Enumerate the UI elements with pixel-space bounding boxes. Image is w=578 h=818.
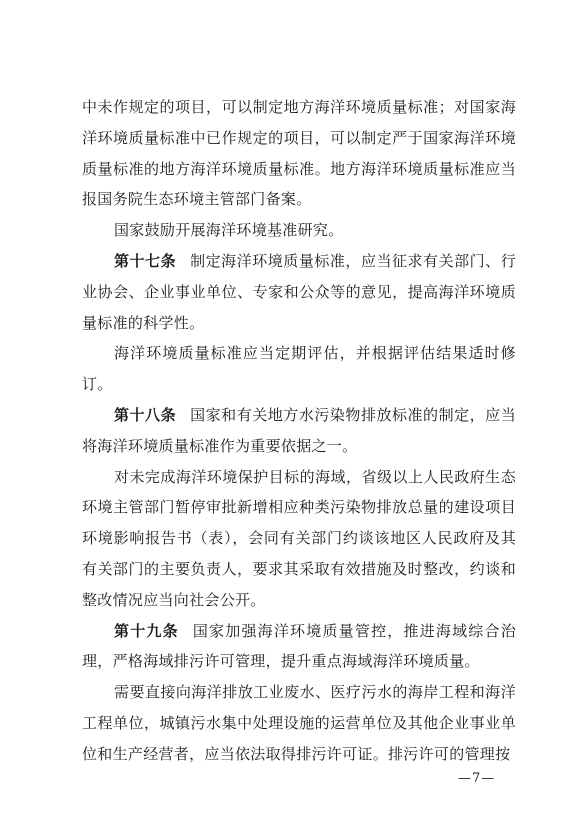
paragraph-8: [82, 677, 516, 769]
paragraph-text: 国家鼓励开展海洋环境基准研究。: [114, 221, 344, 240]
paragraph-text: 海洋环境质量标准应当定期评估，并根据评估结果适时修订。: [82, 344, 516, 394]
article-number: 第十九条: [114, 621, 179, 640]
paragraph-text: 需要直接向海洋排放工业废水、医疗污水的海岸工程和海洋工程单位，城镇污水集中处理设施的运营单位及其他企业事业单位和生产经营者，应当依法取得排污许可证。排污许可的管理按: [82, 683, 516, 763]
paragraph-text: 对未完成海洋环境保护目标的海域，省级以上人民政府生态环境主管部门暂停审批新增相应种类污染物排放总量的建设项目环境影响报告书（表），会同有关部门约谈该地区人民政府及其有关部门的主要负责人，要求其采取有效措施及时整改，约谈和整改情况应当向社会公开。: [82, 467, 516, 609]
article-number: 第十八条: [114, 405, 177, 424]
paragraph-6: [82, 462, 516, 616]
paragraph-article-19: [82, 616, 516, 678]
paragraph-article-17: [82, 246, 516, 338]
paragraph-1: [82, 92, 516, 215]
paragraph-text: 国家加强海洋环境质量管控，推进海域综合治理，严格海域排污许可管理，提升重点海域海洋环境质量。: [82, 621, 516, 671]
page-number: —7—: [458, 771, 496, 786]
document-body: [82, 92, 516, 770]
paragraph-text: 制定海洋环境质量标准，应当征求有关部门、行业协会、企业事业单位、专家和公众等的意见，提高海洋环境质量标准的科学性。: [82, 251, 516, 332]
paragraph-2: [82, 215, 516, 246]
paragraph-text: 中未作规定的项目，可以制定地方海洋环境质量标准；对国家海洋环境质量标准中已作规定的项目，可以制定严于国家海洋环境质量标准的地方海洋环境质量标准。地方海洋环境质量标准应当报国务院生态环境主管部门备案。: [82, 98, 516, 209]
paragraph-4: [82, 338, 516, 400]
article-number: 第十七条: [114, 251, 177, 270]
paragraph-article-18: [82, 400, 516, 462]
paragraph-text: 国家和有关地方水污染物排放标准的制定，应当将海洋环境质量标准作为重要依据之一。: [82, 405, 516, 455]
